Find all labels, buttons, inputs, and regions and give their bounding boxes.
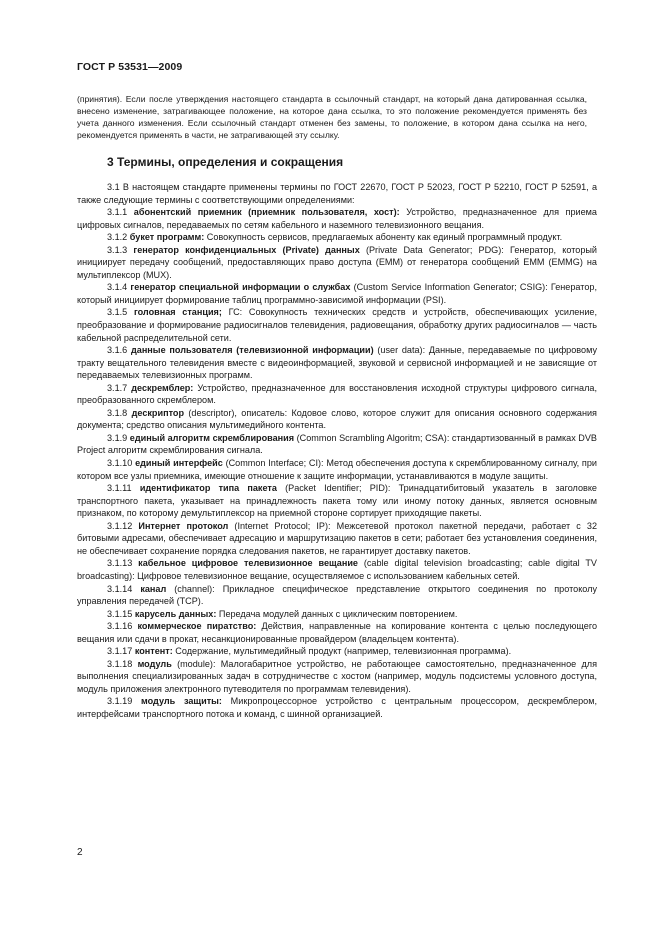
clause-number: 3.1.14	[107, 583, 141, 594]
term-text: Микропроцессорное устройство с центральным процессором, дескремблером, интерфейсами транспортного потока и команд, с шинной организацией.	[77, 696, 597, 719]
term-name: модуль защиты:	[141, 696, 222, 707]
clause-number: 3.1.13	[107, 558, 139, 569]
term-definition	[77, 281, 597, 306]
term-text: (module): Малогабаритное устройство, не работающее самостоятельно, предназначенное для выполнения специализированных задач в сотрудничестве с хостом (например, модуль подсистемы условного доступа, модуль приложения электронного путеводителя по программам телевидения).	[77, 658, 597, 694]
term-text: (Packet Identifier; PID): Тринадцатибитовый указатель в заголовке транспортного пакета, указывает на принадлежность пакета тому или иному потоку данных, является основным признаком, по которому демультиплексор на приемной стороне сортирует приходящие пакеты.	[77, 483, 597, 519]
term-text: (Internet Protocol; IP): Межсетевой протокол пакетной передачи, работает с 32 битовыми адресами, обеспечивает адресацию и маршрутизацию пакетов в сети; работает без установления соединения, не обеспечивает сохранение порядка следования пакетов, не гарантирует доставку пакетов.	[77, 520, 598, 556]
term-definition	[77, 583, 597, 608]
term-text: (channel): Прикладное специфическое представление открытого соединения по протоколу управления передачей (TCP).	[77, 583, 597, 607]
term-definition	[77, 695, 597, 720]
document-header: ГОСТ Р 53531—2009	[77, 61, 183, 73]
term-definition	[77, 645, 597, 658]
clause-number: 3.1.8	[107, 407, 132, 418]
clause-number: 3.1.6	[107, 345, 131, 356]
clause-number: 3.1.3	[107, 244, 134, 255]
clause-number: 3.1.5	[107, 307, 134, 318]
term-text: (Common Scrambling Algoritm; CSA): стандартизованный в рамках DVB Project алгоритм скремблирования сигнала.	[77, 432, 598, 456]
term-text: Устройство, предназначенное для восстановления исходной структуры цифрового сигнала, преобразованного скремблером.	[77, 382, 597, 406]
term-name: идентификатор типа пакета	[139, 483, 277, 494]
term-text: (Common Interface; CI): Метод обеспечения доступа к скремблированному сигналу, при котором все узлы приемника, имеющие отношение к защите информации, устанавливаются в модуле защиты.	[77, 458, 597, 481]
clause-number: 3.1.19	[107, 696, 142, 707]
term-name: канал	[140, 583, 167, 594]
term-text: (cable digital television broadcasting; cable digital TV broadcasting): Цифровое телевизионное вещание, осуществляемое с использованием кабельных сетей.	[77, 558, 597, 581]
clause-number: 3.1.17	[107, 646, 135, 657]
term-definition	[77, 520, 597, 558]
clause-number: 3.1.15	[107, 608, 135, 619]
clause-number: 3.1.9	[107, 432, 130, 443]
term-definition	[77, 231, 597, 244]
term-definition	[77, 658, 597, 696]
clause-number: 3.1.10	[107, 458, 136, 469]
term-name: Интернет протокол	[138, 520, 229, 531]
term-text: Действия, направленные на копирование контента с целью последующего вещания или сдачи в прокат, несанкционированные провайдером (владельцем контента).	[77, 621, 598, 644]
clause-number: 3.1.4	[107, 282, 131, 293]
clause-number: 3.1.1	[107, 207, 134, 218]
term-name: карусель данных:	[134, 608, 217, 619]
term-definition	[77, 244, 597, 282]
term-name: данные пользователя (телевизионной информации)	[130, 345, 374, 356]
term-name: букет программ:	[129, 232, 205, 243]
clause-number: 3.1.11	[107, 483, 140, 494]
term-definition	[77, 457, 597, 482]
term-name: головная станция;	[133, 307, 222, 318]
term-definition	[77, 407, 597, 432]
term-definition	[77, 620, 597, 645]
term-name: дескриптор	[131, 407, 185, 418]
term-name: единый алгоритм скремблирования	[129, 432, 295, 443]
term-name: генератор специальной информации о службах	[130, 282, 351, 293]
term-text: (Private Data Generator; PDG): Генератор, который инициирует передачу сообщений, предоставляющих право доступа (EMM) от генератора сообщений EMM (EMMG) на мультиплексор (MUX).	[77, 244, 598, 280]
clause-number: 3.1.7	[107, 382, 132, 393]
intro-clause	[77, 181, 597, 206]
clause-number: 3.1.2	[107, 232, 130, 243]
term-name: коммерческое пиратство:	[137, 621, 257, 632]
term-definition	[77, 206, 597, 231]
term-name: модуль	[137, 658, 172, 669]
intro-paragraph: (принятия). Если после утверждения настоящего стандарта в ссылочный стандарт, на который дана датированная ссылка, внесено изменение, затрагивающее положение, на которое дана ссылка, то это положение рекомендуется применять без учета данного изменения. Если ссылочный стандарт отменен без замены, то положение, в котором дана ссылка на него, рекомендуется применять в части, не затрагивающей эту ссылку.	[77, 94, 587, 140]
term-name: абонентский приемник (приемник пользователя, хост):	[133, 207, 400, 218]
term-definition	[77, 344, 597, 382]
clause-number: 3.1.16	[107, 621, 138, 632]
terms-list	[77, 181, 597, 721]
term-name: контент:	[134, 646, 173, 657]
clause-number: 3.1.12	[107, 520, 139, 531]
term-text: (user data): Данные, передаваемые по цифровому тракту вещательного телевидения вместе с видеоинформацией, звуковой и сервисной информацией и не зависящие от передаваемых телевизионных программ.	[77, 345, 597, 381]
term-definition	[77, 608, 597, 621]
term-text: (Custom Service Information Generator; CSIG): Генератор, который инициирует формирование таблиц программно-зависимой информации (PSI).	[77, 282, 597, 305]
page-number: 2	[77, 847, 83, 858]
term-text: Устройство, предназначенное для приема цифровых сигналов, передаваемых по сетям кабельного и наземного телевизионного вещания.	[77, 207, 597, 230]
term-text: Содержание, мультимедийный продукт (например, телевизионная программа).	[172, 646, 512, 657]
clause-number: 3.1.18	[107, 658, 138, 669]
term-definition	[77, 557, 597, 582]
term-text: (descriptor), описатель: Кодовое слово, которое служит для описания основного содержания документа; средство описания мультимедийного контента.	[77, 407, 597, 431]
term-text: Передача модулей данных с циклическим повторением.	[216, 608, 458, 619]
term-name: дескремблер:	[131, 382, 194, 393]
term-name: генератор конфиденциальных (Private) данных	[133, 244, 360, 255]
term-name: единый интерфейс	[135, 458, 223, 469]
term-definition	[77, 432, 597, 457]
term-definition	[77, 306, 597, 344]
term-definition	[77, 382, 597, 407]
term-definition	[77, 482, 597, 520]
term-text: 3.1 В настоящем стандарте применены термины по ГОСТ 22670, ГОСТ Р 52023, ГОСТ Р 52210, ГОСТ Р 52591, а также следующие термины с соответствующими определениями:	[77, 182, 597, 205]
term-text: Совокупность сервисов, предлагаемых абоненту как единый программный продукт.	[204, 232, 563, 243]
term-name: кабельное цифровое телевизионное вещание	[138, 558, 358, 569]
term-text: ГС: Совокупность технических средств и устройств, обеспечивающих усиление, преобразование и формирование радиосигналов телевидения, радиовещания, обработку других радиосигналов — часть кабельной распределительной сети.	[77, 307, 597, 343]
section-title: 3 Термины, определения и сокращения	[107, 155, 344, 169]
